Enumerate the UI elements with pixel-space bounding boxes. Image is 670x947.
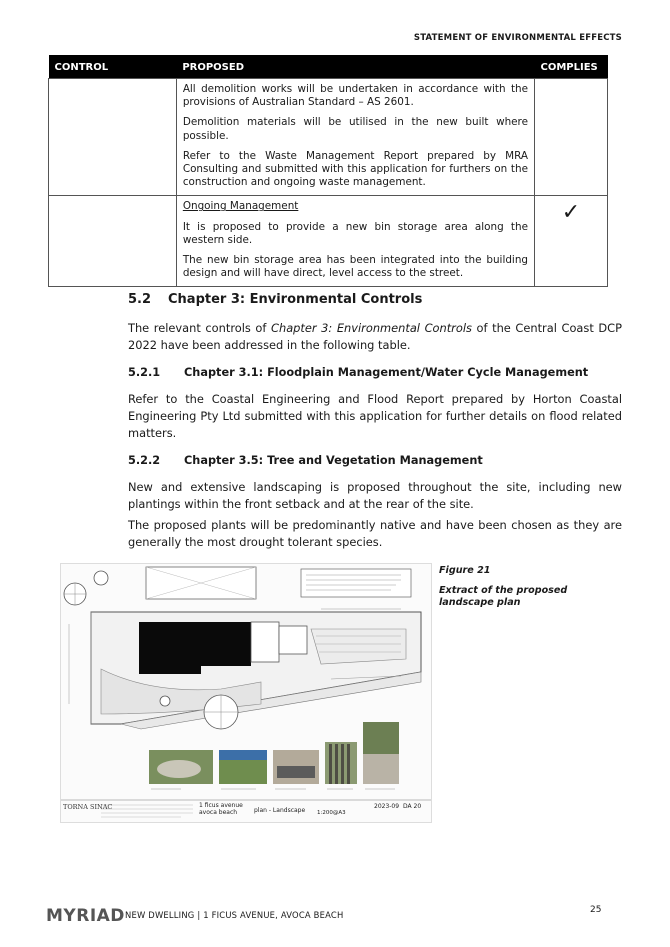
section-5-2-2-heading bbox=[128, 454, 483, 467]
bin-storage-text: It is proposed to provide a new bin storage area along the western side. bbox=[182, 220, 528, 246]
table-row bbox=[49, 79, 608, 196]
landscape-plan-drawing bbox=[61, 564, 431, 822]
controls-table bbox=[48, 55, 608, 287]
column-header-complies: COMPLIES bbox=[535, 55, 608, 79]
plan-firm-name: TORNA SINAC bbox=[63, 803, 113, 811]
plan-address-line-2: avoca beach bbox=[199, 809, 238, 816]
landscape-plan-figure bbox=[60, 563, 432, 823]
complies-cell bbox=[535, 79, 608, 196]
document-header-title: STATEMENT OF ENVIRONMENTAL EFFECTS bbox=[413, 33, 622, 43]
control-cell bbox=[49, 196, 177, 287]
plan-sheet-title: plan - Landscape bbox=[254, 807, 306, 814]
section-5-2-1-heading bbox=[128, 366, 588, 379]
section-5-2-paragraph bbox=[128, 320, 622, 354]
para-text: of the Central Coast DCP 2022 have been addressed in the following table. bbox=[128, 321, 622, 352]
chapter-reference: Chapter 3: Environmental Controls bbox=[271, 321, 472, 335]
myriad-logo: MYRIAD bbox=[46, 906, 125, 926]
plan-drawing-number: DA 20 bbox=[403, 803, 422, 810]
para-text: The relevant controls of bbox=[128, 321, 272, 335]
section-5-2-2-paragraph-2: The proposed plants will be predominantly native and have been chosen as they are generally the most drought tolerant species. bbox=[128, 518, 622, 549]
section-5-2-1-paragraph: Refer to the Coastal Engineering and Flood Report prepared by Horton Coastal Engineering Pty Ltd submitted with this application for further details on flood related matters. bbox=[128, 392, 622, 440]
section-title: Chapter 3: Environmental Controls bbox=[168, 292, 423, 307]
bin-access-text: The new bin storage area has been integrated into the building design and will have direct, level access to the street. bbox=[182, 254, 528, 280]
proposed-cell bbox=[176, 79, 534, 196]
column-header-proposed: PROPOSED bbox=[176, 55, 534, 79]
column-header-control: CONTROL bbox=[49, 55, 177, 79]
section-number: 5.2.2 bbox=[128, 454, 161, 467]
footer-project-text: NEW DWELLING | 1 FICUS AVENUE, AVOCA BEACH bbox=[125, 910, 344, 920]
complies-cell bbox=[535, 196, 608, 287]
section-number: 5.2 bbox=[128, 292, 152, 307]
page-number: 25 bbox=[590, 905, 602, 915]
section-title: Chapter 3.5: Tree and Vegetation Management bbox=[184, 454, 483, 467]
proposed-cell bbox=[176, 196, 534, 287]
section-number: 5.2.1 bbox=[128, 366, 161, 379]
checkmark-icon: ✓ bbox=[561, 200, 581, 226]
figure-label: Figure 21 bbox=[439, 565, 491, 576]
demolition-materials-text: Demolition materials will be utilised in the new built where possible. bbox=[182, 116, 528, 142]
section-title: Chapter 3.1: Floodplain Management/Water Cycle Management bbox=[184, 366, 589, 379]
waste-report-text: Refer to the Waste Management Report prepared by MRA Consulting and submitted with this application for furthers on the construction and ongoing waste management. bbox=[182, 149, 528, 189]
figure-caption bbox=[439, 565, 589, 609]
ongoing-management-heading: Ongoing Management bbox=[182, 200, 299, 213]
section-5-2-heading bbox=[128, 292, 422, 307]
section-5-2-2-paragraph-1: New and extensive landscaping is proposed throughout the site, including new plantings within the front setback and at the rear of the site. bbox=[128, 480, 622, 511]
table-header-row bbox=[49, 55, 608, 79]
control-cell bbox=[49, 79, 177, 196]
table-row bbox=[49, 196, 608, 287]
plan-date: 2023-09 bbox=[374, 803, 400, 810]
demolition-standard-text: All demolition works will be undertaken in accordance with the provisions of Australian Standard – AS 2601. bbox=[182, 83, 528, 109]
plan-address-line-1: 1 ficus avenue bbox=[199, 802, 243, 809]
figure-caption-text: Extract of the proposed landscape plan bbox=[439, 585, 568, 608]
plan-scale: 1:200@A3 bbox=[317, 810, 346, 816]
